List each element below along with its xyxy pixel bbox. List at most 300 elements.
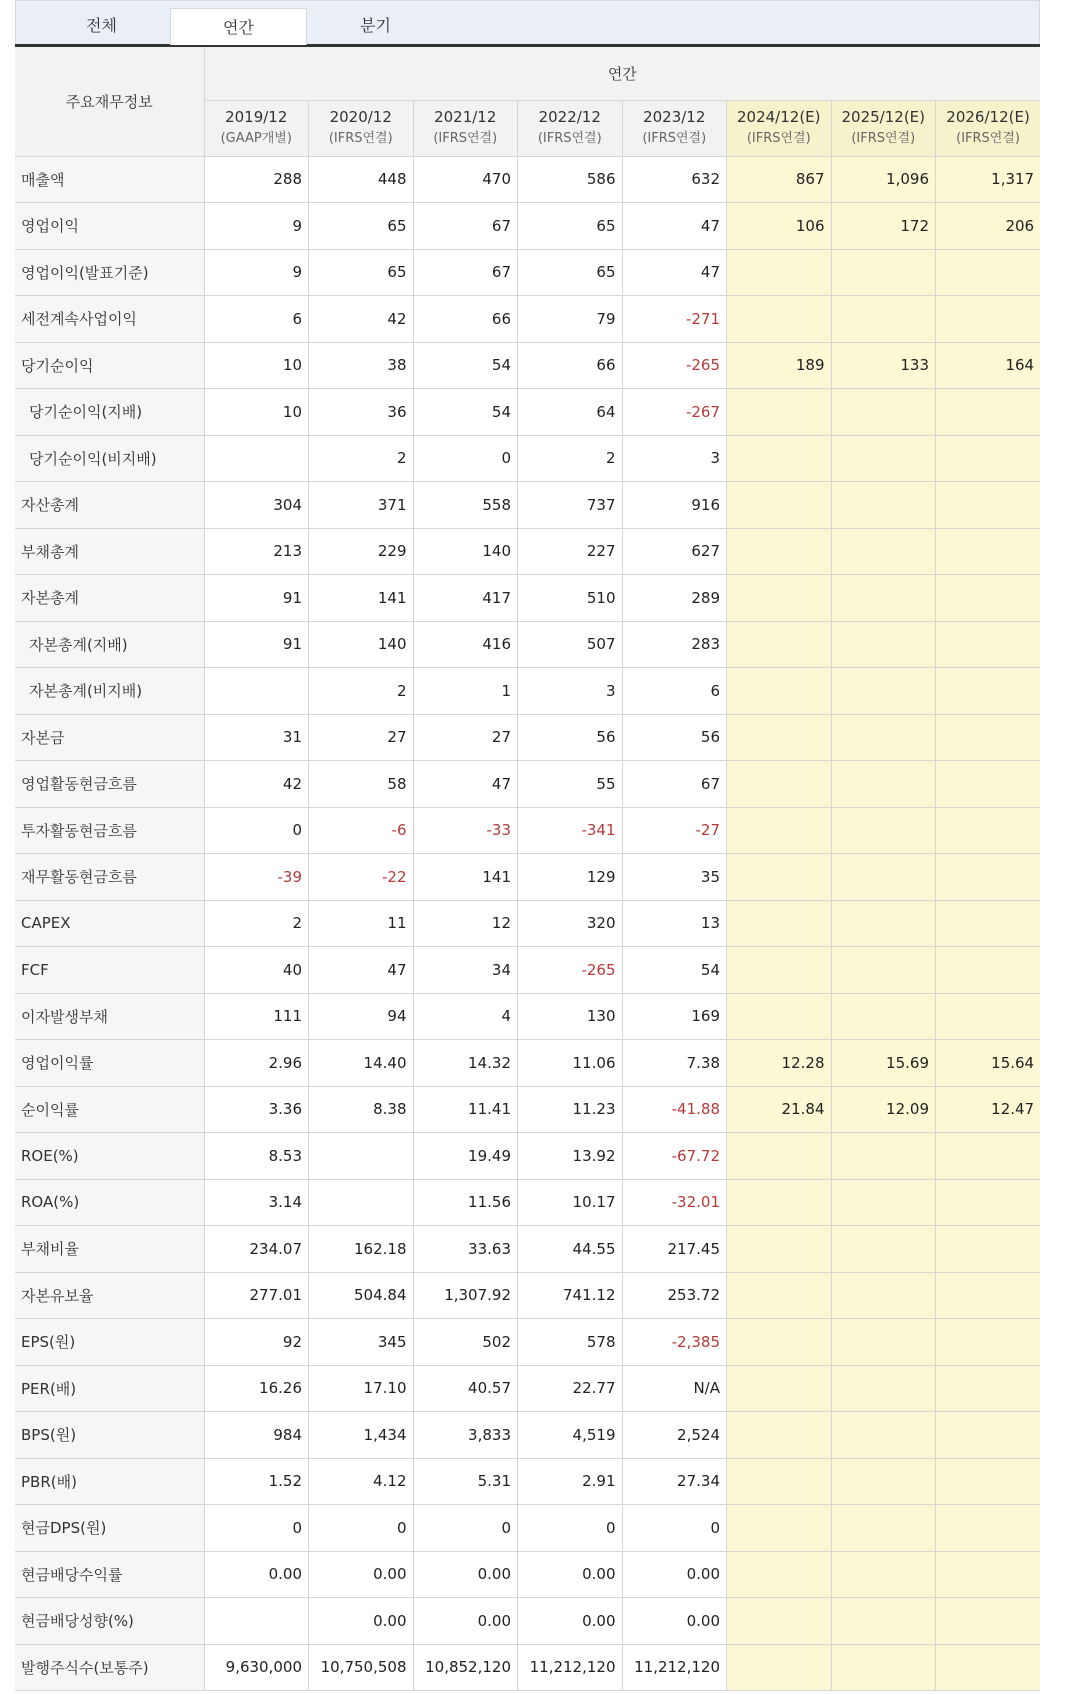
table-cell [831,1598,936,1645]
table-cell: 40 [204,947,309,994]
table-cell [727,1598,832,1645]
column-period: 2024/12(E) [737,108,821,126]
table-cell: 129 [518,854,623,901]
row-label: 당기순이익 [15,342,204,389]
row-label: ROE(%) [15,1133,204,1180]
table-row [15,528,1040,575]
table-row [15,1644,1040,1691]
table-cell: 470 [413,156,518,203]
table-row [15,1412,1040,1459]
table-row [15,1133,1040,1180]
table-cell: 11 [309,900,414,947]
table-cell: 14.40 [309,1040,414,1087]
table-cell: 277.01 [204,1272,309,1319]
table-cell: 31 [204,714,309,761]
table-cell: 289 [622,575,727,622]
table-cell: 11.56 [413,1179,518,1226]
table-cell [936,1179,1041,1226]
column-header [413,100,518,156]
table-cell [727,296,832,343]
table-cell [936,1272,1041,1319]
table-cell: 47 [309,947,414,994]
table-cell [831,528,936,575]
table-row [15,714,1040,761]
table-cell: -22 [309,854,414,901]
table-cell: 737 [518,482,623,529]
row-label: 부채비율 [15,1226,204,1273]
table-cell [936,761,1041,808]
table-cell: 91 [204,621,309,668]
row-label: 세전계속사업이익 [15,296,204,343]
table-cell: 27 [413,714,518,761]
table-cell: 54 [622,947,727,994]
table-cell: 141 [309,575,414,622]
table-cell: 55 [518,761,623,808]
table-cell: -271 [622,296,727,343]
table-cell [936,993,1041,1040]
table-cell: 0 [204,807,309,854]
column-period: 2019/12 [225,108,288,126]
table-cell: 58 [309,761,414,808]
table-row [15,1458,1040,1505]
table-cell [727,528,832,575]
table-row [15,1272,1040,1319]
table-cell: 0 [204,1505,309,1552]
table-cell [936,1458,1041,1505]
table-cell: 169 [622,993,727,1040]
column-basis: (GAAP개별) [220,131,292,146]
table-cell [936,1226,1041,1273]
table-cell: 36 [309,389,414,436]
table-cell: 1,307.92 [413,1272,518,1319]
table-cell: 11.41 [413,1086,518,1133]
column-period: 2025/12(E) [841,108,925,126]
table-cell: 3 [622,435,727,482]
table-cell: 1,096 [831,156,936,203]
table-cell: 12 [413,900,518,947]
table-cell: 4.12 [309,1458,414,1505]
column-header [727,100,832,156]
table-cell: 67 [413,249,518,296]
table-row [15,203,1040,250]
table-cell [831,389,936,436]
table-cell [727,1644,832,1691]
table-cell: 64 [518,389,623,436]
table-cell [936,1551,1041,1598]
table-cell: 5.31 [413,1458,518,1505]
table-cell: 2,524 [622,1412,727,1459]
table-cell: 67 [622,761,727,808]
table-cell: 0 [413,435,518,482]
table-cell: 54 [413,342,518,389]
table-cell: 79 [518,296,623,343]
table-cell [936,854,1041,901]
table-cell: 1 [413,668,518,715]
table-cell [727,1133,832,1180]
table-cell [936,528,1041,575]
table-cell [831,1272,936,1319]
table-cell: 21.84 [727,1086,832,1133]
row-label: PER(배) [15,1365,204,1412]
row-label: 자본총계 [15,575,204,622]
annual-group-label: 연간 [204,47,1040,100]
table-row [15,900,1040,947]
table-cell [727,807,832,854]
row-label: EPS(원) [15,1319,204,1366]
row-label: 당기순이익(지배) [15,389,204,436]
row-label: 발행주식수(보통주) [15,1644,204,1691]
table-cell [831,1133,936,1180]
table-cell: 1,317 [936,156,1041,203]
table-cell [831,621,936,668]
table-cell: 66 [413,296,518,343]
table-cell: 0 [518,1505,623,1552]
table-cell: 35 [622,854,727,901]
table-cell: 213 [204,528,309,575]
table-cell: 92 [204,1319,309,1366]
table-row [15,482,1040,529]
table-cell [727,575,832,622]
table-cell: 15.64 [936,1040,1041,1087]
table-cell: 1.52 [204,1458,309,1505]
row-label: 영업활동현금흐름 [15,761,204,808]
table-cell: 227 [518,528,623,575]
table-row [15,668,1040,715]
table-row [15,156,1040,203]
column-header [309,100,414,156]
table-cell: 10 [204,342,309,389]
table-cell [727,1319,832,1366]
table-cell [727,761,832,808]
table-cell: -27 [622,807,727,854]
table-cell: -6 [309,807,414,854]
row-label: 현금배당성향(%) [15,1598,204,1645]
table-cell [727,1179,832,1226]
table-cell: 10,750,508 [309,1644,414,1691]
row-label: 영업이익 [15,203,204,250]
row-label: 매출액 [15,156,204,203]
table-row [15,1226,1040,1273]
table-row [15,1505,1040,1552]
table-row [15,389,1040,436]
period-tabs [15,0,1040,44]
table-cell [204,435,309,482]
table-cell [936,575,1041,622]
financial-table [15,47,1040,1691]
table-cell: 4 [413,993,518,1040]
table-cell: 0.00 [622,1598,727,1645]
table-cell [727,389,832,436]
table-row [15,342,1040,389]
table-cell: 2.96 [204,1040,309,1087]
corner-label: 주요재무정보 [15,47,204,156]
table-cell: 13 [622,900,727,947]
table-cell: 0.00 [413,1598,518,1645]
table-cell: 47 [622,203,727,250]
table-row [15,1040,1040,1087]
table-cell: -39 [204,854,309,901]
table-cell [936,807,1041,854]
table-cell: 448 [309,156,414,203]
table-cell: 12.47 [936,1086,1041,1133]
table-cell: 17.10 [309,1365,414,1412]
row-label: 투자활동현금흐름 [15,807,204,854]
table-cell [727,621,832,668]
table-cell [727,1365,832,1412]
row-label: ROA(%) [15,1179,204,1226]
table-cell: 140 [309,621,414,668]
table-cell [831,900,936,947]
table-cell [936,1644,1041,1691]
table-cell [831,1644,936,1691]
column-period: 2026/12(E) [946,108,1030,126]
table-cell [831,575,936,622]
table-cell: 2 [309,435,414,482]
table-cell: 67 [413,203,518,250]
table-cell: 27 [309,714,414,761]
table-cell [936,1412,1041,1459]
table-cell [831,1458,936,1505]
table-cell [727,1551,832,1598]
table-cell: 130 [518,993,623,1040]
table-cell [936,1133,1041,1180]
table-cell: 578 [518,1319,623,1366]
table-cell: -267 [622,389,727,436]
table-cell [936,1365,1041,1412]
column-period: 2023/12 [643,108,706,126]
table-cell: 288 [204,156,309,203]
table-cell: 502 [413,1319,518,1366]
table-cell: 0 [622,1505,727,1552]
tab-0[interactable]: 전체 [86,16,117,35]
table-cell: -33 [413,807,518,854]
tab-1[interactable]: 연간 [170,8,307,45]
table-cell: 54 [413,389,518,436]
table-cell: 133 [831,342,936,389]
table-cell [831,947,936,994]
table-cell [936,389,1041,436]
table-cell: 33.63 [413,1226,518,1273]
table-cell [936,1319,1041,1366]
table-cell [727,854,832,901]
row-label: 부채총계 [15,528,204,575]
table-cell [727,249,832,296]
table-cell: 741.12 [518,1272,623,1319]
table-cell: 19.49 [413,1133,518,1180]
table-cell: 38 [309,342,414,389]
table-cell [936,1505,1041,1552]
table-cell [727,1458,832,1505]
table-row [15,761,1040,808]
column-basis: (IFRS연결) [746,131,811,146]
table-cell: 2 [204,900,309,947]
table-cell: 371 [309,482,414,529]
table-cell: -67.72 [622,1133,727,1180]
table-cell [727,1272,832,1319]
column-basis: (IFRS연결) [642,131,707,146]
table-cell: 916 [622,482,727,529]
table-cell: 34 [413,947,518,994]
table-cell: 15.69 [831,1040,936,1087]
table-row [15,1365,1040,1412]
table-cell [831,1179,936,1226]
table-cell: 0.00 [622,1551,727,1598]
table-cell: -341 [518,807,623,854]
table-cell: 9,630,000 [204,1644,309,1691]
table-row [15,1598,1040,1645]
table-cell: 2.91 [518,1458,623,1505]
table-cell: 627 [622,528,727,575]
column-period: 2022/12 [538,108,601,126]
table-cell: 0 [413,1505,518,1552]
table-row [15,854,1040,901]
table-row [15,1179,1040,1226]
table-cell [831,1412,936,1459]
table-cell [831,714,936,761]
table-cell [727,482,832,529]
row-label: 현금배당수익률 [15,1551,204,1598]
table-cell: 10.17 [518,1179,623,1226]
table-cell: 141 [413,854,518,901]
row-label: 자산총계 [15,482,204,529]
table-cell: 320 [518,900,623,947]
table-cell [936,947,1041,994]
table-cell [936,668,1041,715]
table-cell: 6 [204,296,309,343]
column-period: 2021/12 [434,108,497,126]
table-row [15,807,1040,854]
table-cell: 417 [413,575,518,622]
column-basis: (IFRS연결) [537,131,602,146]
table-cell: 162.18 [309,1226,414,1273]
table-cell: 111 [204,993,309,1040]
table-cell [831,668,936,715]
table-cell: -41.88 [622,1086,727,1133]
column-basis: (IFRS연결) [433,131,498,146]
table-row [15,575,1040,622]
table-cell: 10 [204,389,309,436]
table-cell [936,296,1041,343]
table-header [15,47,1040,156]
row-label: 영업이익률 [15,1040,204,1087]
table-cell: 91 [204,575,309,622]
table-cell: 22.77 [518,1365,623,1412]
table-cell [936,435,1041,482]
table-cell: 6 [622,668,727,715]
row-label: 자본총계(지배) [15,621,204,668]
table-cell: 3 [518,668,623,715]
table-cell [727,668,832,715]
table-cell [204,668,309,715]
table-cell [727,900,832,947]
table-cell: 632 [622,156,727,203]
table-cell: -2,385 [622,1319,727,1366]
table-cell: 1,434 [309,1412,414,1459]
table-cell: 867 [727,156,832,203]
table-cell [831,761,936,808]
table-cell [727,1226,832,1273]
table-row [15,296,1040,343]
table-cell [727,1412,832,1459]
table-cell: 507 [518,621,623,668]
table-cell: 0.00 [204,1551,309,1598]
table-row [15,1319,1040,1366]
table-cell: 4,519 [518,1412,623,1459]
table-cell: 10,852,120 [413,1644,518,1691]
row-label: BPS(원) [15,1412,204,1459]
table-cell [831,482,936,529]
column-period: 2020/12 [329,108,392,126]
table-cell: 140 [413,528,518,575]
table-cell: 11,212,120 [518,1644,623,1691]
table-cell: 27.34 [622,1458,727,1505]
table-cell: 3.36 [204,1086,309,1133]
table-cell [831,854,936,901]
table-cell: 12.28 [727,1040,832,1087]
table-cell [936,482,1041,529]
table-cell: 40.57 [413,1365,518,1412]
table-cell [831,435,936,482]
table-cell: 0 [309,1505,414,1552]
table-cell: 66 [518,342,623,389]
table-cell: 345 [309,1319,414,1366]
table-cell: 558 [413,482,518,529]
table-cell [309,1179,414,1226]
table-row [15,249,1040,296]
table-cell: 8.38 [309,1086,414,1133]
table-cell: 16.26 [204,1365,309,1412]
table-cell: 65 [518,249,623,296]
table-cell [936,249,1041,296]
table-cell [727,714,832,761]
column-header [518,100,623,156]
table-cell: 3.14 [204,1179,309,1226]
table-cell: 47 [622,249,727,296]
table-cell: 283 [622,621,727,668]
table-cell [936,900,1041,947]
table-cell: 189 [727,342,832,389]
table-cell: 11,212,120 [622,1644,727,1691]
table-cell [831,1551,936,1598]
table-row [15,993,1040,1040]
row-label: 현금DPS(원) [15,1505,204,1552]
table-cell: 47 [413,761,518,808]
table-cell [831,1365,936,1412]
table-cell: 984 [204,1412,309,1459]
table-cell: 14.32 [413,1040,518,1087]
table-cell: 7.38 [622,1040,727,1087]
table-cell: 416 [413,621,518,668]
row-label: 자본금 [15,714,204,761]
table-cell: 3,833 [413,1412,518,1459]
table-cell [936,1598,1041,1645]
table-cell [831,1226,936,1273]
table-cell: 253.72 [622,1272,727,1319]
table-cell: 11.23 [518,1086,623,1133]
table-cell: 172 [831,203,936,250]
table-cell: 65 [309,203,414,250]
table-row [15,621,1040,668]
row-label: FCF [15,947,204,994]
table-cell: 13.92 [518,1133,623,1180]
table-cell: 44.55 [518,1226,623,1273]
table-cell: 2 [518,435,623,482]
column-header [936,100,1041,156]
row-label: 재무활동현금흐름 [15,854,204,901]
table-cell: 94 [309,993,414,1040]
tab-2[interactable]: 분기 [360,16,391,35]
table-row [15,1551,1040,1598]
